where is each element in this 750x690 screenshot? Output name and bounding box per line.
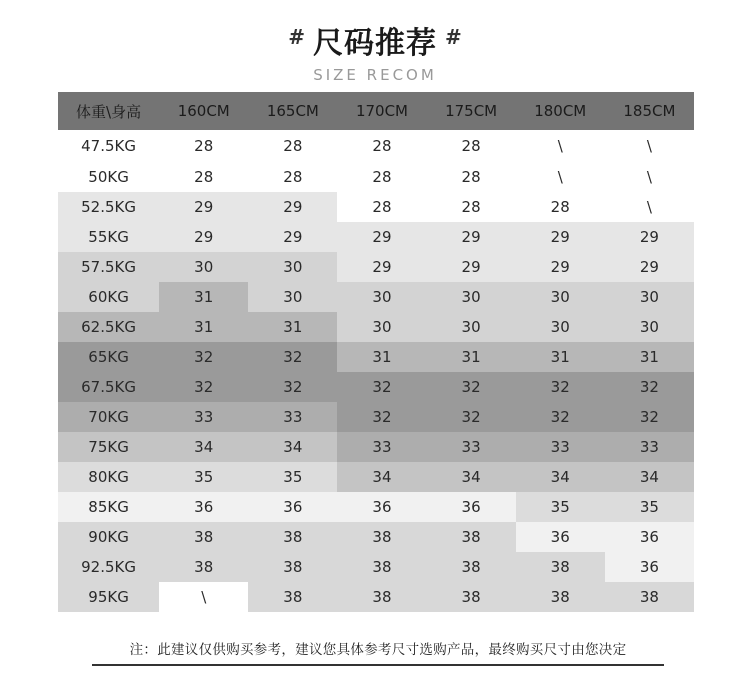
column-header: 160CM	[159, 92, 248, 130]
size-cell: \	[605, 130, 694, 162]
table-row	[58, 372, 694, 402]
size-cell: 36	[427, 492, 516, 522]
size-cell: 38	[248, 522, 337, 552]
size-cell: 38	[427, 582, 516, 612]
size-cell: \	[159, 582, 248, 612]
size-cell: 31	[159, 312, 248, 342]
table-row	[58, 342, 694, 372]
size-cell: 36	[605, 522, 694, 552]
size-cell: \	[605, 162, 694, 192]
size-cell: 30	[248, 282, 337, 312]
table-row	[58, 130, 694, 162]
weight-cell: 85KG	[58, 492, 159, 522]
weight-cell: 65KG	[58, 342, 159, 372]
size-cell: 32	[427, 402, 516, 432]
column-header: 175CM	[427, 92, 516, 130]
size-cell: 32	[337, 402, 426, 432]
size-cell: 35	[159, 462, 248, 492]
size-cell: 29	[427, 222, 516, 252]
size-cell: 38	[516, 582, 605, 612]
size-cell: 29	[516, 252, 605, 282]
size-cell: 28	[337, 162, 426, 192]
size-cell: 28	[248, 162, 337, 192]
size-cell: 33	[337, 432, 426, 462]
size-cell: 38	[337, 522, 426, 552]
table-row	[58, 462, 694, 492]
size-cell: 31	[516, 342, 605, 372]
size-cell: 32	[337, 372, 426, 402]
table-body	[58, 130, 694, 612]
size-cell: 30	[516, 312, 605, 342]
weight-cell: 62.5KG	[58, 312, 159, 342]
size-cell: 30	[337, 312, 426, 342]
weight-cell: 67.5KG	[58, 372, 159, 402]
size-cell: 38	[159, 522, 248, 552]
size-cell: 29	[427, 252, 516, 282]
table-row	[58, 522, 694, 552]
hash-mark-right: #	[445, 25, 462, 49]
size-cell: 32	[159, 372, 248, 402]
table-row	[58, 582, 694, 612]
size-cell: 29	[248, 192, 337, 222]
table-row	[58, 312, 694, 342]
size-cell: 36	[248, 492, 337, 522]
size-cell: 36	[337, 492, 426, 522]
size-cell: 29	[248, 222, 337, 252]
size-cell: \	[516, 162, 605, 192]
size-cell: 38	[516, 552, 605, 582]
size-cell: 34	[605, 462, 694, 492]
weight-cell: 60KG	[58, 282, 159, 312]
size-cell: 38	[427, 522, 516, 552]
size-cell: 28	[427, 130, 516, 162]
column-header: 180CM	[516, 92, 605, 130]
table-row	[58, 252, 694, 282]
size-cell: 32	[159, 342, 248, 372]
size-cell: 30	[605, 312, 694, 342]
size-cell: 34	[159, 432, 248, 462]
page-title: 尺码推荐	[313, 26, 437, 61]
weight-cell: 47.5KG	[58, 130, 159, 162]
corner-header: 体重\身高	[58, 92, 159, 130]
size-cell: 38	[248, 582, 337, 612]
size-cell: 38	[427, 552, 516, 582]
table-row	[58, 432, 694, 462]
size-cell: 30	[516, 282, 605, 312]
size-cell: 30	[605, 282, 694, 312]
size-cell: 29	[605, 252, 694, 282]
size-cell: 33	[427, 432, 516, 462]
weight-cell: 80KG	[58, 462, 159, 492]
size-cell: 28	[159, 162, 248, 192]
weight-cell: 92.5KG	[58, 552, 159, 582]
size-cell: 31	[248, 312, 337, 342]
header	[0, 18, 750, 84]
size-cell: 38	[248, 552, 337, 582]
size-cell: 30	[427, 312, 516, 342]
weight-cell: 90KG	[58, 522, 159, 552]
size-cell: 33	[248, 402, 337, 432]
table-row	[58, 282, 694, 312]
table-row	[58, 492, 694, 522]
size-cell: 36	[516, 522, 605, 552]
size-cell: 30	[248, 252, 337, 282]
size-cell: 38	[159, 552, 248, 582]
size-cell: 35	[516, 492, 605, 522]
size-cell: 28	[337, 192, 426, 222]
size-cell: 29	[159, 192, 248, 222]
size-cell: 33	[516, 432, 605, 462]
weight-cell: 70KG	[58, 402, 159, 432]
size-cell: 30	[337, 282, 426, 312]
size-cell: 35	[605, 492, 694, 522]
weight-cell: 75KG	[58, 432, 159, 462]
size-cell: 36	[605, 552, 694, 582]
column-header: 170CM	[337, 92, 426, 130]
size-cell: 29	[516, 222, 605, 252]
title-line	[0, 18, 750, 62]
size-cell: 28	[248, 130, 337, 162]
weight-cell: 50KG	[58, 162, 159, 192]
size-cell: \	[605, 192, 694, 222]
table-header-row	[58, 92, 694, 130]
table-row	[58, 402, 694, 432]
size-table	[58, 92, 694, 612]
size-cell: 38	[337, 552, 426, 582]
size-cell: 29	[159, 222, 248, 252]
size-cell: 35	[248, 462, 337, 492]
size-cell: 29	[337, 222, 426, 252]
table-row	[58, 192, 694, 222]
size-cell: 32	[605, 402, 694, 432]
size-cell: 36	[159, 492, 248, 522]
size-cell: 32	[516, 402, 605, 432]
size-cell: 32	[248, 342, 337, 372]
size-cell: 31	[159, 282, 248, 312]
size-cell: 31	[605, 342, 694, 372]
size-cell: 38	[605, 582, 694, 612]
size-cell: 28	[159, 130, 248, 162]
size-cell: 33	[159, 402, 248, 432]
size-cell: 34	[427, 462, 516, 492]
size-cell: 28	[427, 162, 516, 192]
size-cell: 30	[159, 252, 248, 282]
size-cell: 32	[605, 372, 694, 402]
weight-cell: 52.5KG	[58, 192, 159, 222]
table-row	[58, 162, 694, 192]
size-cell: 33	[605, 432, 694, 462]
weight-cell: 95KG	[58, 582, 159, 612]
column-header: 165CM	[248, 92, 337, 130]
size-cell: 38	[337, 582, 426, 612]
size-cell: 29	[605, 222, 694, 252]
weight-cell: 57.5KG	[58, 252, 159, 282]
weight-cell: 55KG	[58, 222, 159, 252]
size-cell: 34	[337, 462, 426, 492]
size-cell: 31	[337, 342, 426, 372]
size-cell: \	[516, 130, 605, 162]
size-cell: 28	[427, 192, 516, 222]
page-subtitle: SIZE RECOM	[313, 66, 437, 84]
size-cell: 28	[337, 130, 426, 162]
table-row	[58, 222, 694, 252]
size-cell: 29	[337, 252, 426, 282]
hash-mark-left: #	[288, 25, 305, 49]
size-cell: 30	[427, 282, 516, 312]
size-cell: 34	[248, 432, 337, 462]
size-cell: 34	[516, 462, 605, 492]
size-cell: 28	[516, 192, 605, 222]
size-cell: 32	[427, 372, 516, 402]
size-cell: 32	[248, 372, 337, 402]
size-cell: 31	[427, 342, 516, 372]
column-header: 185CM	[605, 92, 694, 130]
size-cell: 32	[516, 372, 605, 402]
footer-note: 注：此建议仅供购买参考，建议您具体参考尺寸选购产品，最终购买尺寸由您决定	[92, 638, 664, 666]
table-row	[58, 552, 694, 582]
